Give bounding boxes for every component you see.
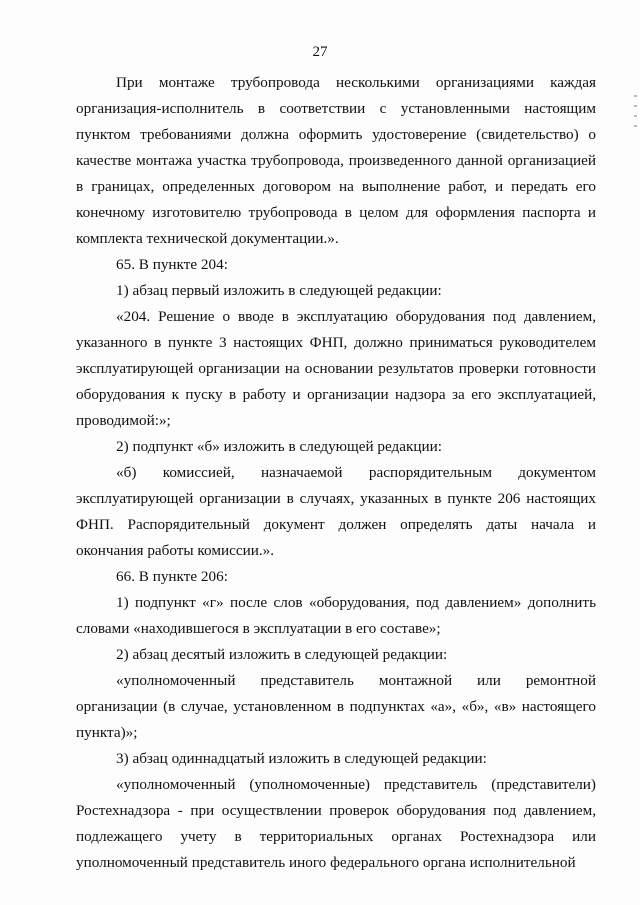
paragraph-65-sub2: 2) подпункт «б» изложить в следующей редакции: [116, 438, 442, 455]
paragraph-rostekhnadzor-quote: «уполномоченный (уполномоченные) представитель (представители) Ростехнадзора - при осуществлении проверок оборудования под давлением, подлежащего учету в территориальных органах Ростехнадзора или уполномоченный представитель иного федерального органа исполнительной [76, 776, 596, 871]
paragraph-65-sub1: 1) абзац первый изложить в следующей редакции: [116, 282, 442, 299]
paragraph-representative-quote: «уполномоченный представитель монтажной или ремонтной организации (в случае, установленном в подпунктах «а», «б», «в» настоящего пункта)»; [76, 672, 596, 741]
paragraph-66-sub2: 2) абзац десятый изложить в следующей редакции: [116, 646, 448, 663]
scan-edge-marks [634, 95, 638, 135]
paragraph-item-66: 66. В пункте 206: [116, 568, 228, 585]
paragraph-item-65: 65. В пункте 204: [116, 256, 228, 273]
document-body [76, 70, 596, 876]
paragraph-66-sub3: 3) абзац одиннадцатый изложить в следующей редакции: [116, 750, 487, 767]
paragraph-204-quote: «204. Решение о вводе в эксплуатацию оборудования под давлением, указанного в пункте 3 настоящих ФНП, должно приниматься руководителем эксплуатирующей организации на основании результатов проверки готовности оборудования к пуску в работу и организации надзора за его эксплуатацией, проводимой:»; [76, 308, 596, 429]
page-number: 27 [312, 44, 328, 60]
paragraph-b-quote: «б) комиссией, назначаемой распорядительным документом эксплуатирующей организации в случаях, указанных в пункте 206 настоящих ФНП. Распорядительный документ должен определять даты начала и окончания работы комиссии.». [76, 464, 596, 559]
paragraph-montage: При монтаже трубопровода несколькими организациями каждая организация-исполнитель в соответствии с установленными настоящим пунктом требованиями должна оформить удостоверение (свидетельство) о качестве монтажа участка трубопровода, произведенного данной организацией в границах, определенных договором на выполнение работ, и передать его конечному изготовителю трубопровода в целом для оформления паспорта и комплекта технической документации.». [76, 74, 596, 247]
paragraph-66-sub1: 1) подпункт «г» после слов «оборудования, под давлением» дополнить словами «находившегося в эксплуатации в его составе»; [76, 594, 596, 637]
